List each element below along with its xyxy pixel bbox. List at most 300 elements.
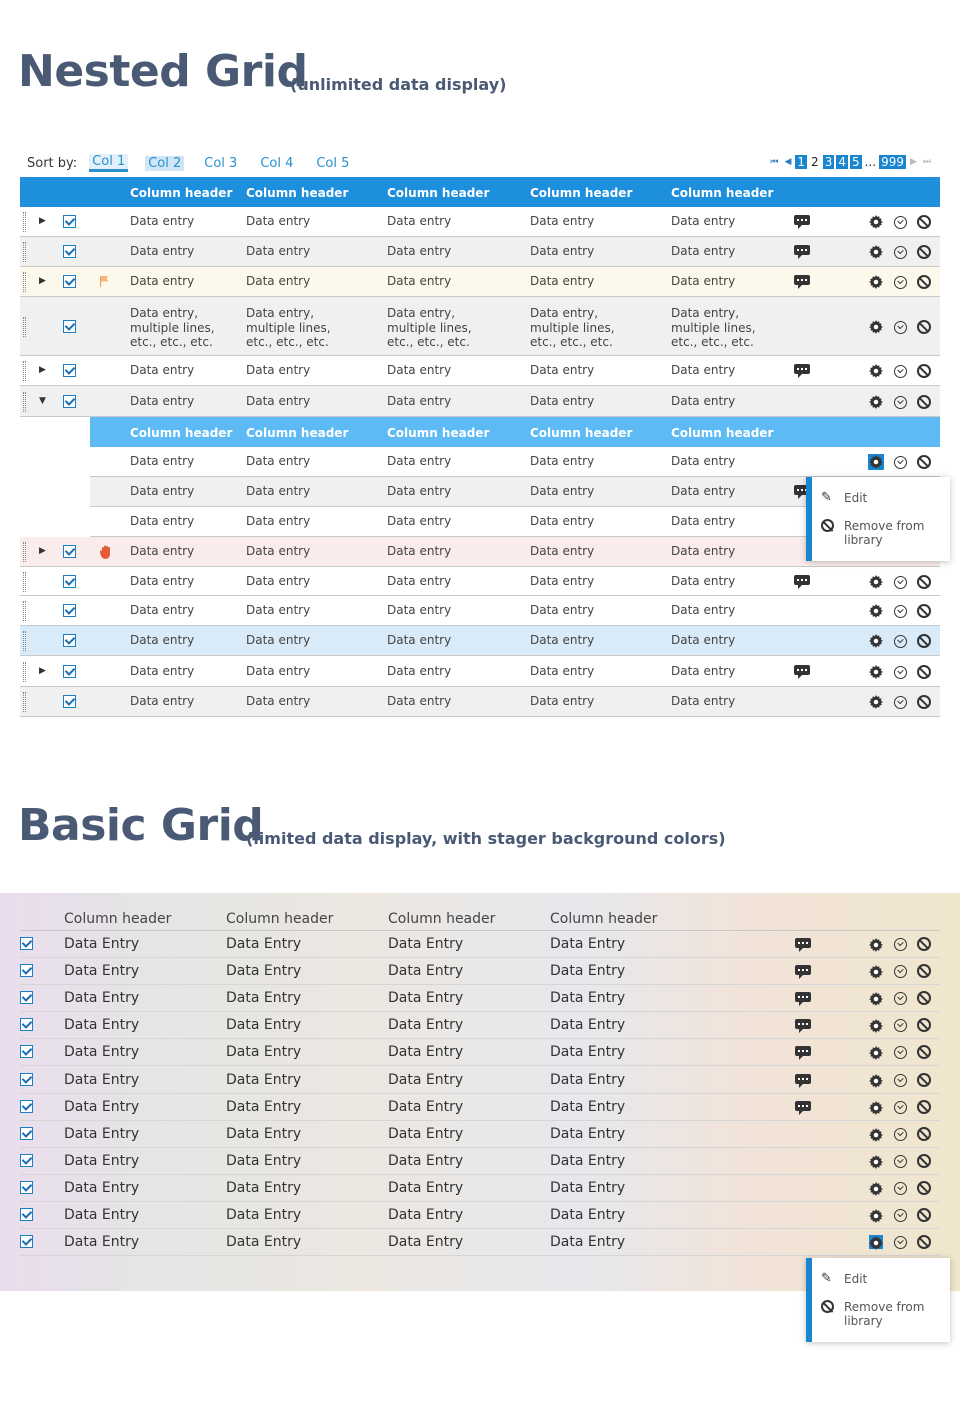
- gear-icon[interactable]: [869, 1154, 883, 1168]
- ban-icon[interactable]: [917, 1127, 931, 1141]
- data-cell: Data entry: [130, 603, 195, 617]
- clock-icon[interactable]: [894, 396, 907, 409]
- data-cell: Data entry: [671, 514, 736, 528]
- ban-icon[interactable]: [917, 604, 931, 618]
- data-cell: Data Entry: [226, 1017, 302, 1034]
- ban-icon[interactable]: [917, 575, 931, 589]
- clock-icon[interactable]: [894, 635, 907, 648]
- basic-col-header-3[interactable]: Column header: [388, 911, 496, 927]
- menu-item-remove[interactable]: [812, 519, 942, 547]
- basic-table-row[interactable]: [20, 1094, 940, 1121]
- menu-item-edit-label: Edit: [844, 491, 868, 505]
- data-cell: Data entry: [671, 363, 736, 377]
- data-cell: Data entry: [246, 603, 311, 617]
- sub-column-header[interactable]: Column header: [530, 426, 633, 440]
- data-cell: Data Entry: [226, 963, 302, 980]
- data-cell: Data entry: [671, 633, 736, 647]
- data-cell: Data entry: [246, 633, 311, 647]
- column-header[interactable]: Column header: [671, 186, 774, 200]
- data-cell: Data entry: [246, 214, 311, 228]
- data-cell: Data Entry: [388, 1234, 464, 1251]
- data-cell: Data Entry: [64, 1179, 140, 1196]
- basic-table-row[interactable]: [20, 931, 940, 958]
- ban-icon[interactable]: [917, 1045, 931, 1059]
- data-cell: Data Entry: [550, 1179, 626, 1196]
- gear-icon[interactable]: [869, 575, 883, 589]
- data-cell: Data Entry: [226, 1125, 302, 1142]
- data-cell: Data entry: [130, 244, 195, 258]
- comment-icon[interactable]: [795, 1019, 811, 1029]
- expand-caret-icon[interactable]: ▶: [39, 546, 46, 556]
- row-checkbox[interactable]: [20, 1181, 33, 1194]
- gear-icon[interactable]: [869, 964, 883, 978]
- ban-icon[interactable]: [917, 455, 931, 469]
- table-row[interactable]: [20, 386, 940, 417]
- page-last[interactable]: 999: [881, 155, 904, 169]
- basic-menu-item-remove[interactable]: [812, 1300, 942, 1328]
- data-cell: Data Entry: [64, 990, 140, 1007]
- comment-icon[interactable]: [794, 364, 810, 374]
- basic-table-row[interactable]: [20, 1067, 940, 1094]
- comment-icon[interactable]: [795, 1046, 811, 1056]
- data-cell: Data Entry: [550, 1044, 626, 1061]
- table-row[interactable]: [20, 626, 940, 656]
- data-cell: Data entry: [246, 484, 311, 498]
- data-cell: Data entry: [530, 663, 595, 678]
- row-checkbox[interactable]: [20, 1018, 33, 1031]
- gear-icon[interactable]: [869, 937, 883, 951]
- basic-table-row[interactable]: [20, 985, 940, 1012]
- ban-icon: [821, 519, 834, 535]
- data-cell: Data Entry: [64, 1125, 140, 1142]
- clock-icon[interactable]: [894, 216, 907, 229]
- data-cell: Data entry: [387, 274, 452, 288]
- ban-icon[interactable]: [917, 215, 931, 229]
- data-cell: Data entry: [246, 454, 311, 468]
- row-checkbox[interactable]: [63, 215, 76, 228]
- data-cell-line: multiple lines,: [530, 320, 615, 335]
- clock-icon[interactable]: [894, 365, 907, 378]
- data-cell: Data Entry: [388, 990, 464, 1007]
- ban-icon[interactable]: [917, 364, 931, 378]
- comment-icon[interactable]: [794, 275, 810, 285]
- row-checkbox[interactable]: [63, 575, 76, 588]
- data-cell: Data Entry: [550, 1152, 626, 1169]
- data-cell: Data Entry: [226, 1207, 302, 1223]
- sort-col-2[interactable]: Col 2: [145, 156, 184, 171]
- sort-col-1[interactable]: Col 1: [89, 154, 128, 172]
- data-cell: Data entry: [130, 454, 195, 468]
- page-3[interactable]: 3: [824, 155, 833, 169]
- data-cell: Data Entry: [226, 1098, 302, 1115]
- data-cell: Data entry: [530, 244, 595, 258]
- drag-handle-icon[interactable]: [23, 272, 26, 292]
- row-checkbox[interactable]: [20, 1235, 33, 1248]
- ban-icon[interactable]: [917, 634, 931, 648]
- gear-icon[interactable]: [869, 1073, 883, 1087]
- row-checkbox[interactable]: [20, 1073, 33, 1086]
- data-cell: Data entry: [246, 244, 311, 258]
- gear-icon[interactable]: [869, 275, 883, 289]
- next-page-icon[interactable]: ▶: [909, 157, 917, 167]
- ban-icon[interactable]: [917, 395, 931, 409]
- data-cell: Data Entry: [550, 1071, 626, 1088]
- row-checkbox[interactable]: [20, 937, 33, 950]
- last-page-icon[interactable]: ⏭: [922, 157, 931, 167]
- data-cell: Data Entry: [550, 1207, 626, 1223]
- sort-col-5[interactable]: Col 5: [316, 155, 350, 171]
- expand-caret-icon[interactable]: ▶: [39, 665, 46, 676]
- row-checkbox[interactable]: [63, 634, 76, 647]
- ban-icon[interactable]: [917, 320, 931, 334]
- data-cell: Data entry: [530, 633, 595, 647]
- row-action-menu: [806, 477, 950, 561]
- gear-icon[interactable]: [869, 695, 883, 709]
- table-row[interactable]: [20, 356, 940, 386]
- column-header[interactable]: Column header: [130, 186, 233, 200]
- basic-row-action-menu: [806, 1258, 950, 1342]
- data-cell: Data entry: [246, 573, 311, 588]
- data-cell: Data Entry: [388, 1125, 464, 1142]
- page-4[interactable]: 4: [838, 155, 846, 169]
- drag-handle-icon[interactable]: [23, 662, 26, 682]
- data-cell: Data Entry: [226, 936, 302, 952]
- table-row[interactable]: [20, 237, 940, 267]
- data-cell: Data entry: [130, 694, 195, 708]
- data-cell-line: etc., etc., etc.: [387, 335, 470, 349]
- row-checkbox[interactable]: [20, 991, 33, 1004]
- nested-grid: [20, 177, 940, 717]
- row-checkbox[interactable]: [63, 545, 76, 558]
- data-cell: Data entry: [671, 603, 736, 617]
- data-cell: Data Entry: [226, 1152, 302, 1169]
- basic-col-header-4[interactable]: Column header: [550, 911, 658, 927]
- row-checkbox[interactable]: [63, 604, 76, 617]
- data-cell: Data entry: [130, 663, 195, 678]
- clock-icon[interactable]: [894, 1182, 907, 1195]
- gear-icon[interactable]: [869, 395, 883, 409]
- basic-menu-item-remove-label: Remove from library: [844, 1300, 925, 1328]
- sort-label: Sort by:: [27, 155, 78, 171]
- gear-icon[interactable]: [869, 665, 883, 679]
- data-cell: Data entry: [671, 544, 736, 558]
- comment-icon[interactable]: [795, 992, 811, 1002]
- row-checkbox[interactable]: [63, 275, 76, 288]
- gear-icon[interactable]: [869, 1235, 883, 1249]
- clock-icon[interactable]: [894, 605, 907, 618]
- row-checkbox[interactable]: [63, 245, 76, 258]
- ban-icon[interactable]: [917, 1235, 931, 1249]
- sub-table-row[interactable]: [90, 447, 940, 477]
- ban-icon[interactable]: [917, 991, 931, 1005]
- ban-icon[interactable]: [917, 937, 931, 951]
- data-cell: Data entry: [246, 694, 311, 708]
- row-checkbox[interactable]: [20, 1154, 33, 1167]
- data-cell: [246, 306, 331, 350]
- data-cell: Data entry: [530, 694, 595, 708]
- table-row[interactable]: [20, 267, 940, 297]
- data-cell: Data Entry: [388, 936, 464, 952]
- ban-icon[interactable]: [917, 275, 931, 289]
- data-cell: Data entry: [671, 573, 736, 588]
- clock-icon[interactable]: [894, 965, 907, 978]
- table-row[interactable]: [20, 207, 940, 237]
- data-cell: Data entry: [530, 214, 595, 228]
- nested-grid-subtitle: (unlimited data display): [290, 75, 507, 94]
- data-cell: Data entry: [246, 663, 311, 678]
- basic-menu-item-edit-label: Edit: [844, 1272, 868, 1286]
- clock-icon[interactable]: [894, 576, 907, 589]
- ban-icon[interactable]: [917, 1073, 931, 1087]
- gear-icon[interactable]: [869, 1127, 883, 1141]
- flag-icon: [100, 276, 108, 285]
- drag-handle-icon[interactable]: [23, 317, 26, 337]
- clock-icon[interactable]: [894, 1236, 907, 1249]
- ban-icon[interactable]: [917, 964, 931, 978]
- page-2[interactable]: 2: [811, 155, 819, 169]
- sub-column-header[interactable]: Column header: [671, 426, 774, 440]
- basic-table-row[interactable]: [20, 1202, 940, 1229]
- data-cell: Data Entry: [388, 1071, 464, 1088]
- table-row[interactable]: [20, 567, 940, 596]
- ban-icon[interactable]: [917, 1208, 931, 1222]
- data-cell: Data entry: [530, 363, 595, 377]
- gear-icon[interactable]: [869, 1018, 883, 1032]
- nested-subheader-row: [90, 417, 940, 447]
- data-cell: Data Entry: [64, 1071, 140, 1088]
- data-cell: Data entry: [130, 514, 195, 528]
- data-cell: Data entry: [530, 393, 595, 408]
- gear-icon[interactable]: [869, 991, 883, 1005]
- row-checkbox[interactable]: [63, 364, 76, 377]
- data-cell: Data entry: [130, 393, 195, 408]
- column-header[interactable]: Column header: [387, 186, 490, 200]
- data-cell: Data entry: [130, 484, 195, 498]
- gear-icon[interactable]: [869, 215, 883, 229]
- expand-caret-icon[interactable]: ▶: [39, 276, 46, 286]
- basic-col-header-2[interactable]: Column header: [226, 911, 334, 927]
- stop-hand-icon: [100, 545, 112, 557]
- data-cell: Data entry: [387, 514, 452, 528]
- data-cell: Data entry: [387, 694, 452, 708]
- data-cell-line: multiple lines,: [130, 320, 215, 335]
- ban-icon: [821, 1300, 834, 1316]
- sub-column-header[interactable]: Column header: [246, 426, 349, 440]
- comment-icon[interactable]: [794, 665, 810, 675]
- menu-item-remove-label: Remove from library: [844, 519, 925, 547]
- drag-handle-icon[interactable]: [23, 242, 26, 262]
- data-cell: Data Entry: [64, 1152, 140, 1169]
- gear-icon[interactable]: [869, 1208, 883, 1222]
- basic-table-row[interactable]: [20, 1121, 940, 1148]
- row-checkbox[interactable]: [63, 320, 76, 333]
- drag-handle-icon[interactable]: [23, 361, 26, 381]
- row-checkbox[interactable]: [20, 964, 33, 977]
- expand-caret-icon[interactable]: ▶: [39, 365, 46, 375]
- drag-handle-icon[interactable]: [23, 572, 26, 592]
- sort-col-3[interactable]: Col 3: [204, 155, 238, 171]
- data-cell: Data entry: [671, 663, 736, 678]
- comment-icon[interactable]: [794, 245, 810, 255]
- comment-icon[interactable]: [794, 215, 810, 225]
- basic-grid-subtitle: (limited data display, with stager background colors): [246, 829, 726, 848]
- drag-handle-icon[interactable]: [23, 212, 26, 232]
- data-cell: Data Entry: [550, 963, 626, 980]
- gear-icon[interactable]: [869, 245, 883, 259]
- table-row[interactable]: [20, 596, 940, 626]
- data-cell: Data entry: [246, 363, 311, 377]
- ban-icon[interactable]: [917, 245, 931, 259]
- data-cell: Data entry: [130, 544, 195, 558]
- data-cell: Data entry: [387, 603, 452, 617]
- clock-icon[interactable]: [894, 938, 907, 951]
- data-cell: Data Entry: [388, 1044, 464, 1061]
- basic-table-row[interactable]: [20, 958, 940, 985]
- menu-item-edit[interactable]: [812, 491, 950, 505]
- table-row[interactable]: [20, 297, 940, 356]
- nested-grid-title: Nested Grid: [18, 46, 308, 97]
- data-cell: Data entry: [530, 484, 595, 498]
- data-cell: Data entry: [671, 694, 736, 708]
- row-checkbox[interactable]: [63, 395, 76, 408]
- clock-icon[interactable]: [894, 1155, 907, 1168]
- gear-icon[interactable]: [869, 1181, 883, 1195]
- comment-icon[interactable]: [795, 938, 811, 948]
- data-cell: Data entry: [387, 363, 452, 377]
- table-row[interactable]: [20, 687, 940, 717]
- clock-icon[interactable]: [894, 456, 907, 469]
- basic-table-row[interactable]: [20, 1148, 940, 1175]
- data-cell: Data Entry: [550, 1017, 626, 1034]
- data-cell: Data entry: [246, 274, 311, 288]
- data-cell: Data Entry: [64, 1098, 140, 1115]
- row-checkbox[interactable]: [20, 1100, 33, 1113]
- data-cell: Data entry: [671, 393, 736, 408]
- data-cell-line: etc., etc., etc.: [671, 335, 754, 349]
- sub-column-header[interactable]: Column header: [387, 426, 490, 440]
- clock-icon[interactable]: [894, 1128, 907, 1141]
- comment-icon[interactable]: [794, 575, 810, 585]
- data-cell: [130, 306, 215, 350]
- sub-column-header[interactable]: Column header: [130, 426, 233, 440]
- sort-bar: [27, 152, 369, 174]
- data-cell: Data entry: [530, 274, 595, 288]
- data-cell: Data entry: [530, 544, 595, 558]
- drag-handle-icon[interactable]: [23, 631, 26, 651]
- clock-icon[interactable]: [894, 1101, 907, 1114]
- row-checkbox[interactable]: [63, 665, 76, 678]
- table-row[interactable]: [20, 537, 940, 567]
- row-checkbox[interactable]: [63, 695, 76, 708]
- data-cell: [530, 306, 615, 350]
- gear-icon[interactable]: [869, 604, 883, 618]
- data-cell: [387, 306, 472, 350]
- clock-icon[interactable]: [894, 246, 907, 259]
- first-page-icon[interactable]: ⏮: [770, 157, 779, 167]
- pager: [767, 154, 934, 170]
- data-cell-line: etc., etc., etc.: [130, 335, 213, 349]
- basic-table-row[interactable]: [20, 1229, 940, 1256]
- data-cell: Data Entry: [388, 1179, 464, 1196]
- table-row[interactable]: [20, 656, 940, 687]
- basic-menu-item-edit[interactable]: [812, 1272, 950, 1286]
- prev-page-icon[interactable]: ◀: [784, 157, 792, 167]
- ban-icon[interactable]: [917, 1018, 931, 1032]
- clock-icon[interactable]: [894, 1209, 907, 1222]
- basic-grid-title: Basic Grid: [18, 800, 264, 851]
- data-cell: Data Entry: [226, 1044, 302, 1061]
- clock-icon[interactable]: [894, 992, 907, 1005]
- comment-icon[interactable]: [795, 1074, 811, 1084]
- gear-icon[interactable]: [869, 455, 883, 469]
- data-cell: Data Entry: [550, 1098, 626, 1115]
- row-checkbox[interactable]: [20, 1208, 33, 1221]
- expand-caret-icon[interactable]: ▶: [39, 216, 46, 226]
- clock-icon[interactable]: [894, 321, 907, 334]
- collapse-caret-icon[interactable]: ▼: [39, 395, 46, 406]
- data-cell: Data Entry: [388, 1152, 464, 1169]
- data-cell: Data Entry: [226, 1071, 302, 1088]
- basic-table-row[interactable]: [20, 1175, 940, 1202]
- gear-icon[interactable]: [869, 1100, 883, 1114]
- drag-handle-icon[interactable]: [23, 601, 26, 621]
- clock-icon[interactable]: [894, 1046, 907, 1059]
- data-cell: Data entry: [246, 514, 311, 528]
- data-cell-line: Data entry,: [130, 306, 199, 320]
- sort-col-4[interactable]: Col 4: [260, 155, 294, 171]
- clock-icon[interactable]: [894, 1074, 907, 1087]
- ban-icon[interactable]: [917, 1181, 931, 1195]
- data-cell: Data entry: [387, 633, 452, 647]
- gear-icon[interactable]: [869, 320, 883, 334]
- clock-icon[interactable]: [894, 696, 907, 709]
- basic-col-header-1[interactable]: Column header: [64, 911, 172, 927]
- page-1[interactable]: 1: [797, 155, 806, 169]
- comment-icon[interactable]: [795, 1101, 811, 1111]
- basic-table-row[interactable]: [20, 1012, 940, 1039]
- data-cell: Data Entry: [388, 1207, 464, 1223]
- comment-icon[interactable]: [795, 965, 811, 975]
- row-checkbox[interactable]: [20, 1045, 33, 1058]
- data-cell: Data entry: [671, 454, 736, 468]
- ban-icon[interactable]: [917, 665, 931, 679]
- clock-icon[interactable]: [894, 1019, 907, 1032]
- clock-icon[interactable]: [894, 276, 907, 289]
- column-header[interactable]: Column header: [246, 186, 349, 200]
- drag-handle-icon[interactable]: [23, 692, 26, 712]
- data-cell: Data Entry: [64, 1234, 140, 1251]
- column-header[interactable]: Column header: [530, 186, 633, 200]
- gear-icon[interactable]: [869, 1045, 883, 1059]
- data-cell: Data entry: [387, 393, 452, 408]
- basic-table-row[interactable]: [20, 1039, 940, 1066]
- clock-icon[interactable]: [894, 666, 907, 679]
- data-cell: Data entry: [130, 633, 195, 647]
- row-checkbox[interactable]: [20, 1127, 33, 1140]
- ban-icon[interactable]: [917, 695, 931, 709]
- pencil-icon: ✎: [821, 490, 832, 505]
- drag-handle-icon[interactable]: [23, 542, 26, 562]
- data-cell: Data Entry: [64, 1207, 140, 1223]
- ban-icon[interactable]: [917, 1154, 931, 1168]
- data-cell: [671, 306, 756, 350]
- gear-icon[interactable]: [869, 634, 883, 648]
- page-5[interactable]: 5: [851, 155, 860, 169]
- gear-icon[interactable]: [869, 364, 883, 378]
- drag-handle-icon[interactable]: [23, 392, 26, 412]
- ban-icon[interactable]: [917, 1100, 931, 1114]
- data-cell: Data Entry: [550, 1234, 626, 1251]
